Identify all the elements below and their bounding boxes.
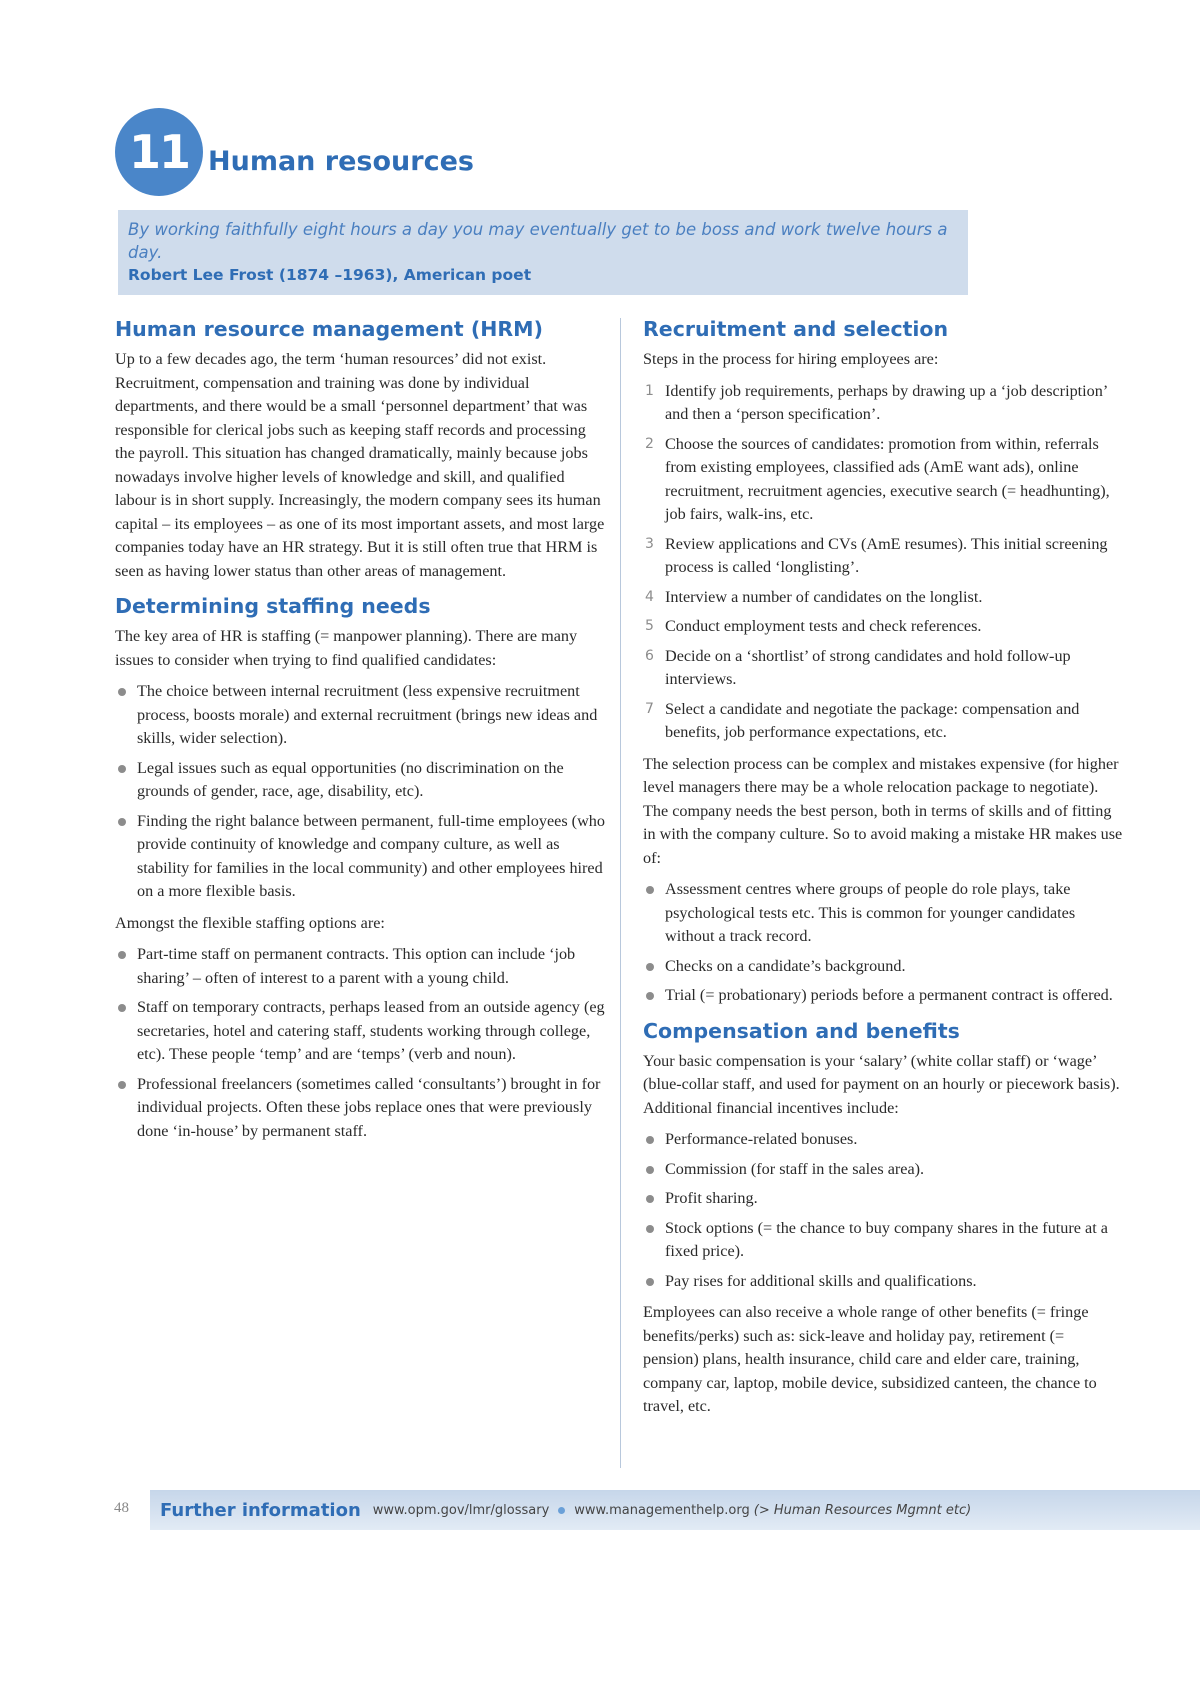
list-item: Performance-related bonuses. <box>643 1128 1123 1152</box>
paragraph: Your basic compensation is your ‘salary’ (white collar staff) or ‘wage’ (blue-collar staff, and used for payment on an hourly or piecework basis). Additional financial incentives include: <box>643 1051 1120 1117</box>
paragraph: Up to a few decades ago, the term ‘human resources’ did not exist. Recruitment, compensation and training was done by individual departments, and there would be a small ‘personnel department’ that was responsible for clerical jobs such as keeping staff records and processing the payroll. This situation has changed dramatically, mainly because jobs nowadays involve higher levels of knowledge and skill, and qualified labour is in short supply. Increasingly, the modern company sees its human capital – its employees – as one of its most important assets, and most large companies today have an HR strategy. But it is still often true that HRM is seen as having lower status than other areas of management. <box>115 350 605 580</box>
step-number: 4 <box>645 588 654 605</box>
section-heading: Recruitment and selection <box>643 317 949 341</box>
column-divider <box>620 318 621 1468</box>
left-column <box>115 316 605 1153</box>
list-item: Profit sharing. <box>643 1187 1123 1211</box>
list-item: Stock options (= the chance to buy company shares in the future at a fixed price). <box>643 1217 1123 1264</box>
epigraph-quote <box>118 210 968 295</box>
quote-text: By working faithfully eight hours a day you may eventually get to be boss and work twelve hours a day. <box>128 220 948 262</box>
footer-link-note: (> Human Resources Mgmnt etc) <box>753 1502 972 1518</box>
section-hrm <box>115 316 605 583</box>
list-item: Commission (for staff in the sales area). <box>643 1158 1123 1182</box>
list-item <box>643 433 1123 527</box>
section-heading: Compensation and benefits <box>643 1018 960 1043</box>
bullet-separator-icon <box>558 1507 565 1514</box>
list-item: Part-time staff on permanent contracts. This option can include ‘job sharing’ – often of interest to a parent with a young child. <box>115 943 605 990</box>
footer-link-managementhelp[interactable]: www.managementhelp.org <box>574 1502 750 1518</box>
page-number: 48 <box>114 1500 129 1516</box>
chapter-number-badge: 11 <box>115 108 203 196</box>
list-item <box>643 533 1123 580</box>
list-item <box>643 380 1123 427</box>
paragraph: The selection process can be complex and mistakes expensive (for higher level managers there may be a whole relocation package to negotiate). The company needs the best person, both in terms of skills and of fitting in with the company culture. So to avoid making a mistake HR makes use of: <box>643 754 1123 867</box>
list-item: Trial (= probationary) periods before a permanent contract is offered. <box>643 984 1123 1008</box>
list-item: Checks on a candidate’s background. <box>643 955 1123 979</box>
footer-link-opm[interactable]: www.opm.gov/lmr/glossary <box>372 1502 550 1518</box>
methods-list <box>643 878 1123 1008</box>
step-number: 1 <box>645 382 654 399</box>
footer-title: Further information <box>160 1499 361 1521</box>
section-staffing <box>115 593 605 1143</box>
step-text: Review applications and CVs (AmE resumes). This initial screening process is called ‘longlisting’. <box>665 534 1108 576</box>
list-item: Staff on temporary contracts, perhaps leased from an outside agency (eg secretaries, hotel and catering staff, students working through college, etc). These people ‘temp’ and are ‘temps’ (verb and noun). <box>115 996 605 1067</box>
list-item <box>643 645 1123 692</box>
step-number: 5 <box>645 618 654 634</box>
chapter-title: Human resources <box>208 146 474 177</box>
section-heading: Determining staffing needs <box>115 594 431 618</box>
list-item: The choice between internal recruitment (less expensive recruitment process, boosts morale) and external recruitment (brings new ideas and skills, wider selection). <box>115 680 605 751</box>
issues-list <box>115 680 605 904</box>
step-text: Identify job requirements, perhaps by drawing up a ‘job description’ and then a ‘person specification’. <box>665 381 1108 423</box>
paragraph: Steps in the process for hiring employees are: <box>643 350 939 368</box>
list-item: Professional freelancers (sometimes called ‘consultants’) brought in for individual projects. Often these jobs replace ones that were previously done ‘in-house’ by permanent staff. <box>115 1073 605 1144</box>
section-recruitment <box>643 316 1123 1008</box>
list-item: Legal issues such as equal opportunities (no discrimination on the grounds of gender, race, age, disability, etc). <box>115 757 605 804</box>
list-item <box>643 586 1123 610</box>
step-number: 2 <box>645 435 654 452</box>
incentives-list <box>643 1128 1123 1293</box>
list-item <box>643 698 1123 745</box>
step-text: Select a candidate and negotiate the package: compensation and benefits, job performance expectations, etc. <box>665 699 1080 741</box>
section-compensation <box>643 1018 1123 1419</box>
list-item: Assessment centres where groups of people do role plays, take psychological tests etc. This is common for younger candidates without a track record. <box>643 878 1123 949</box>
paragraph: Amongst the flexible staffing options are: <box>115 913 385 932</box>
further-information-bar <box>150 1490 1200 1530</box>
step-number: 3 <box>645 535 654 552</box>
list-item: Pay rises for additional skills and qualifications. <box>643 1270 1123 1294</box>
steps-list <box>643 380 1123 745</box>
list-item <box>643 615 1123 639</box>
right-column <box>643 316 1123 1429</box>
paragraph: The key area of HR is staffing (= manpower planning). There are many issues to consider when trying to find qualified candidates: <box>115 627 578 669</box>
quote-author: Robert Lee Frost (1874 –1963), American poet <box>128 266 532 284</box>
paragraph: Employees can also receive a whole range of other benefits (= fringe benefits/perks) such as: sick-leave and holiday pay, retirement (= pension) plans, health insurance, child care and elder care, training, company car, laptop, mobile device, subsidized canteen, the chance to travel, etc. <box>643 1303 1097 1415</box>
options-list <box>115 943 605 1143</box>
step-text: Conduct employment tests and check references. <box>665 617 982 635</box>
step-text: Choose the sources of candidates: promotion from within, referrals from existing employees, classified ads (AmE want ads), online recruitment, recruitment agencies, executive search (= headhunting), job fairs, walk-ins, etc. <box>665 434 1110 523</box>
list-item: Finding the right balance between permanent, full-time employees (who provide continuity of knowledge and company culture, as well as stability for families in the local community) and other employees hired on a more flexible basis. <box>115 810 605 904</box>
step-number: 7 <box>645 700 654 717</box>
step-text: Interview a number of candidates on the longlist. <box>665 587 983 606</box>
section-heading: Human resource management (HRM) <box>115 317 543 341</box>
step-number: 6 <box>645 647 654 664</box>
step-text: Decide on a ‘shortlist’ of strong candidates and hold follow-up interviews. <box>665 646 1071 688</box>
